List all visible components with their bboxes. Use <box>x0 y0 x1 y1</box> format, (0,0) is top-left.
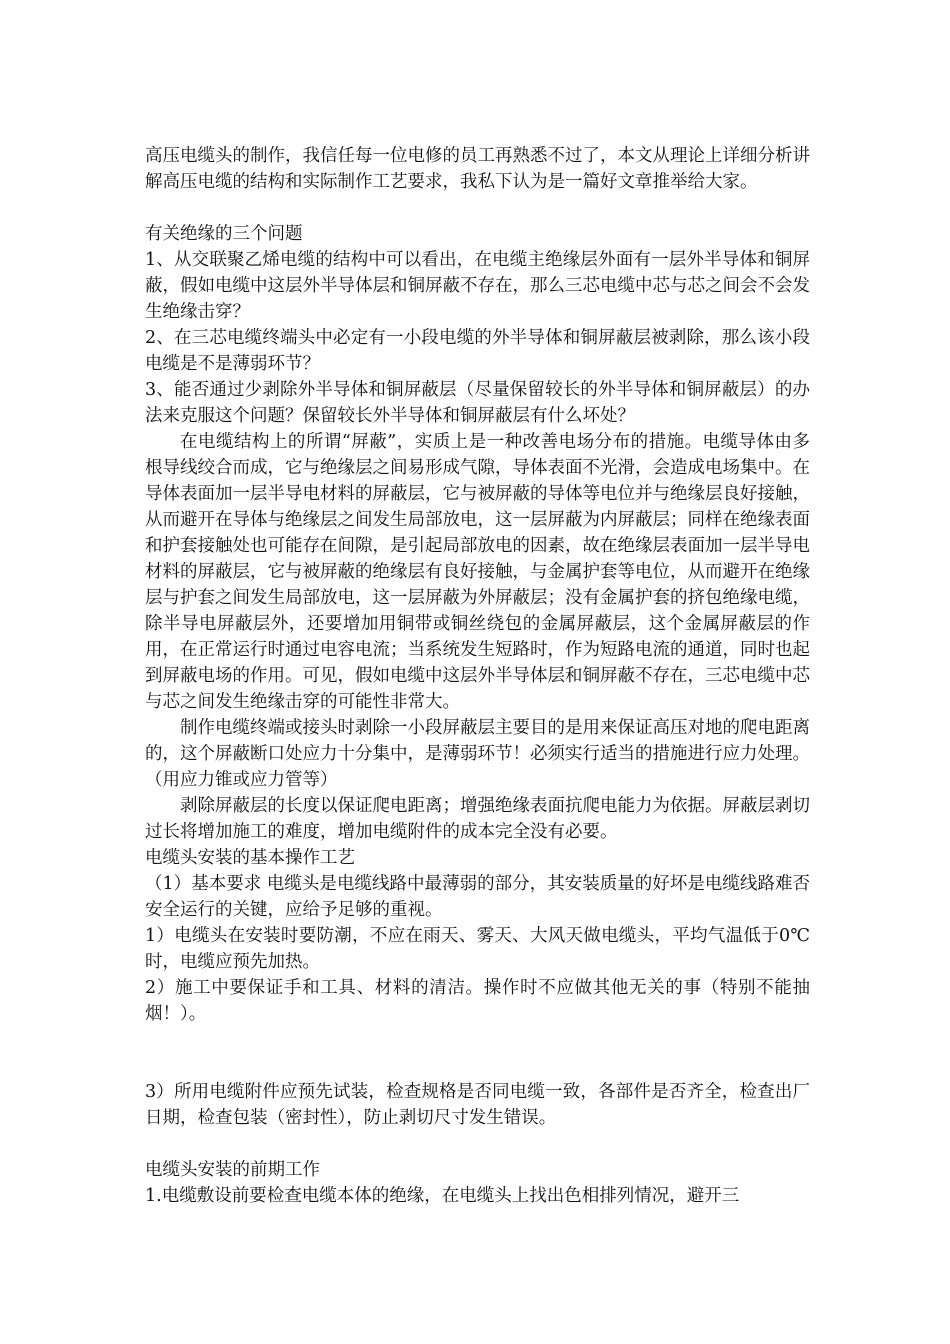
section-heading-installation: 电缆头安装的基本操作工艺 <box>145 848 355 868</box>
question-2: 2、在三芯电缆终端头中必定有一小段电缆的外半导体和铜屏蔽层被剥除，那么该小段电缆是不是薄弱环节？ <box>145 328 810 374</box>
spacer <box>145 195 810 221</box>
spacer <box>145 1027 810 1079</box>
spacer <box>145 1131 810 1157</box>
requirement-item-1: 1）电缆头在安装时要防潮，不应在雨天、雾天、大风天做电缆头，平均气温低于0℃时，电缆应预先加热。 <box>145 926 810 972</box>
section-heading-preparation: 电缆头安装的前期工作 <box>145 1160 320 1180</box>
answer-paragraph-3: 剥除屏蔽层的长度以保证爬电距离；增强绝缘表面抗爬电能力为依据。屏蔽层剥切过长将增加施工的难度，增加电缆附件的成本完全没有必要。 <box>145 796 810 842</box>
question-1: 1、从交联聚乙烯电缆的结构中可以看出，在电缆主绝缘层外面有一层外半导体和铜屏蔽，假如电缆中这层外半导体层和铜屏蔽不存在，那么三芯电缆中芯与芯之间会不会发生绝缘击穿？ <box>145 250 810 322</box>
requirement-item-2: 2）施工中要保证手和工具、材料的清洁。操作时不应做其他无关的事（特别不能抽烟！）。 <box>145 978 810 1024</box>
answer-paragraph-1: 在电缆结构上的所谓“屏蔽”，实质上是一种改善电场分布的措施。电缆导体由多根导线绞合而成，它与绝缘层之间易形成气隙，导体表面不光滑，会造成电场集中。在导体表面加一层半导电材料的屏蔽层，它与被屏蔽的导体等电位并与绝缘层良好接触，从而避开在导体与绝缘层之间发生局部放电，这一层屏蔽为内屏蔽层；同样在绝缘表面和护套接触处也可能存在间隙，是引起局部放电的因素，故在绝缘层表面加一层半导电材料的屏蔽层，它与被屏蔽的绝缘层有良好接触，与金属护套等电位，从而避开在绝缘层与护套之间发生局部放电，这一层屏蔽为外屏蔽层；没有金属护套的挤包绝缘电缆，除半导电屏蔽层外，还要增加用铜带或铜丝绕包的金属屏蔽层，这个金属屏蔽层的作用，在正常运行时通过电容电流；当系统发生短路时，作为短路电流的通道，同时也起到屏蔽电场的作用。可见，假如电缆中这层外半导体层和铜屏蔽不存在，三芯电缆中芯与芯之间发生绝缘击穿的可能性非常大。 <box>145 432 810 712</box>
section-heading-insulation: 有关绝缘的三个问题 <box>145 224 303 244</box>
requirement-item-3: 3）所用电缆附件应预先试装，检查规格是否同电缆一致，各部件是否齐全，检查出厂日期，检查包装（密封性），防止剥切尺寸发生错误。 <box>145 1082 810 1128</box>
document-body <box>145 143 810 1209</box>
question-3: 3、能否通过少剥除外半导体和铜屏蔽层（尽量保留较长的外半导体和铜屏蔽层）的办法来克服这个问题？保留较长外半导体和铜屏蔽层有什么坏处？ <box>145 380 810 426</box>
answer-paragraph-2: 制作电缆终端或接头时剥除一小段屏蔽层主要目的是用来保证高压对地的爬电距离的，这个屏蔽断口处应力十分集中，是薄弱环节！必须实行适当的措施进行应力处理。（用应力锥或应力管等） <box>145 718 810 790</box>
preparation-item-1: 1.电缆敷设前要检查电缆本体的绝缘，在电缆头上找出色相排列情况，避开三 <box>145 1186 740 1206</box>
intro-paragraph: 高压电缆头的制作，我信任每一位电修的员工再熟悉不过了，本文从理论上详细分析讲解高压电缆的结构和实际制作工艺要求，我私下认为是一篇好文章推举给大家。 <box>145 146 810 192</box>
basic-requirements: （1）基本要求 电缆头是电缆线路中最薄弱的部分，其安装质量的好坏是电缆线路难否安全运行的关键，应给予足够的重视。 <box>145 874 810 920</box>
